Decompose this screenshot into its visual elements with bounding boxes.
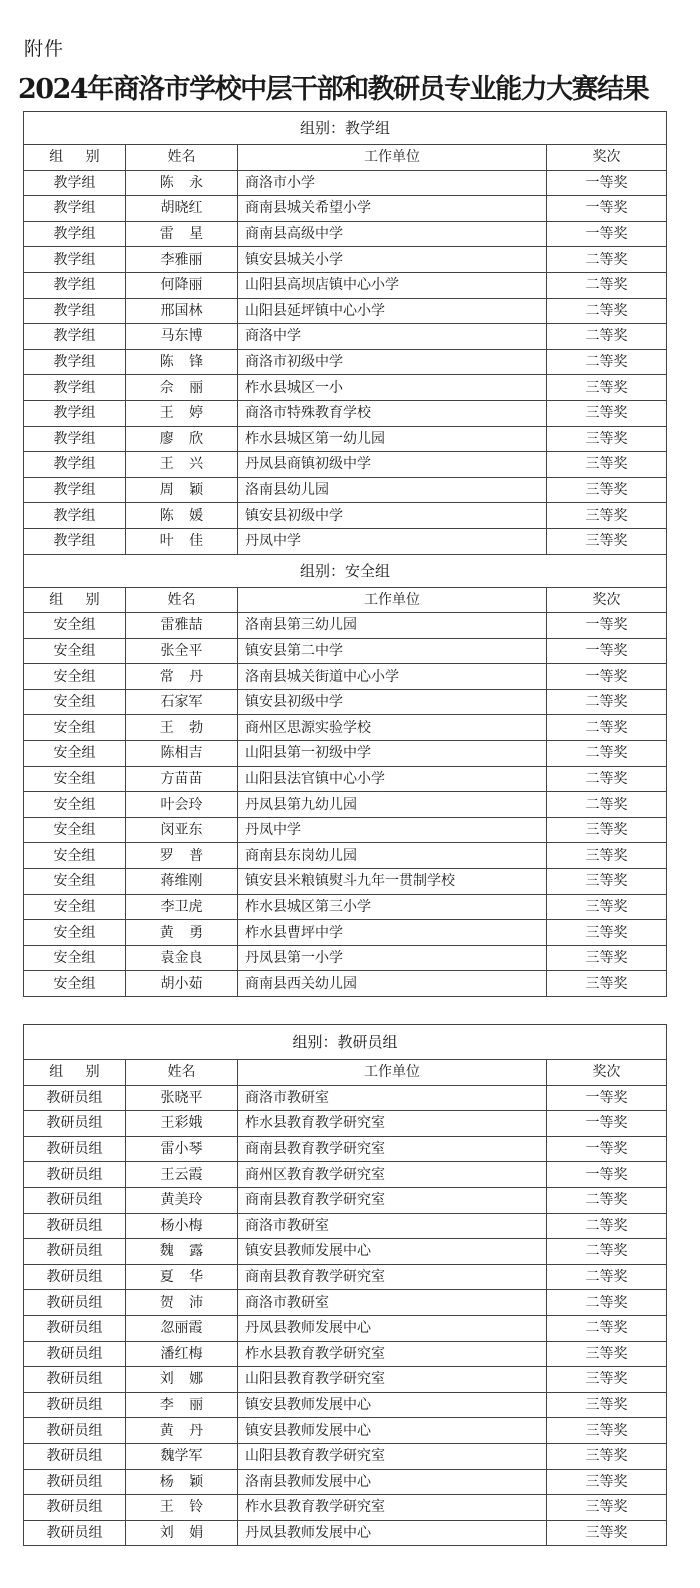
unit-cell: 丹凤中学 (238, 817, 547, 843)
table-row (24, 1443, 667, 1469)
name-cell: 魏学军 (126, 1443, 238, 1469)
award-cell: 三等奖 (547, 1469, 667, 1495)
table-header-row (24, 587, 667, 613)
table-row (24, 1495, 667, 1521)
header-group: 组别 (24, 587, 126, 613)
name-cell: 石家军 (126, 689, 238, 715)
name-cell: 张晓平 (126, 1085, 238, 1111)
header-name: 姓名 (126, 587, 238, 613)
unit-cell: 丹凤县第一小学 (238, 945, 547, 971)
table-row (24, 375, 667, 401)
award-cell: 一等奖 (547, 1162, 667, 1188)
unit-cell: 柞水县教育教学研究室 (238, 1495, 547, 1521)
page-title: 2024年商洛市学校中层干部和教研员专业能力大赛结果 (18, 74, 649, 105)
group-cell: 安全组 (24, 971, 126, 997)
results-table-2 (23, 1024, 667, 1546)
award-cell: 三等奖 (547, 1367, 667, 1393)
name-cell: 陈媛 (126, 503, 238, 529)
award-cell: 二等奖 (547, 349, 667, 375)
name-cell: 周颖 (126, 477, 238, 503)
unit-cell: 丹凤县教师发展中心 (238, 1315, 547, 1341)
award-cell: 三等奖 (547, 1341, 667, 1367)
name-cell: 王勃 (126, 715, 238, 741)
group-cell: 安全组 (24, 766, 126, 792)
name-cell: 雷星 (126, 221, 238, 247)
award-cell: 三等奖 (547, 477, 667, 503)
name-cell: 常丹 (126, 664, 238, 690)
header-name: 姓名 (126, 1060, 238, 1086)
unit-cell: 柞水县城区第三小学 (238, 894, 547, 920)
unit-cell: 商南县西关幼儿园 (238, 971, 547, 997)
group-cell: 安全组 (24, 894, 126, 920)
header-unit: 工作单位 (238, 1060, 547, 1086)
award-cell: 三等奖 (547, 1418, 667, 1444)
group-cell: 安全组 (24, 817, 126, 843)
group-cell: 安全组 (24, 843, 126, 869)
table-row (24, 1239, 667, 1265)
header-award: 奖次 (547, 1060, 667, 1086)
unit-cell: 柞水县城区第一幼儿园 (238, 426, 547, 452)
group-cell: 教学组 (24, 400, 126, 426)
group-title: 组别：教学组 (24, 112, 667, 145)
group-cell: 教研员组 (24, 1392, 126, 1418)
group-cell: 教学组 (24, 324, 126, 350)
unit-cell: 商州区思源实验学校 (238, 715, 547, 741)
award-cell: 二等奖 (547, 715, 667, 741)
name-cell: 李丽 (126, 1392, 238, 1418)
group-cell: 教研员组 (24, 1520, 126, 1546)
name-cell: 忽丽霞 (126, 1315, 238, 1341)
unit-cell: 商洛市特殊教育学校 (238, 400, 547, 426)
group-cell: 教学组 (24, 477, 126, 503)
table-row (24, 638, 667, 664)
award-cell: 二等奖 (547, 298, 667, 324)
unit-cell: 商南县教育教学研究室 (238, 1136, 547, 1162)
header-name: 姓名 (126, 145, 238, 171)
table-row (24, 247, 667, 273)
table-row (24, 1187, 667, 1213)
group-cell: 教研员组 (24, 1136, 126, 1162)
group-title: 组别：教研员组 (24, 1025, 667, 1060)
unit-cell: 柞水县教育教学研究室 (238, 1111, 547, 1137)
unit-cell: 商南县教育教学研究室 (238, 1187, 547, 1213)
group-cell: 教研员组 (24, 1495, 126, 1521)
award-cell: 二等奖 (547, 247, 667, 273)
name-cell: 杨颖 (126, 1469, 238, 1495)
group-cell: 安全组 (24, 792, 126, 818)
unit-cell: 商洛市教研室 (238, 1213, 547, 1239)
group-cell: 教研员组 (24, 1085, 126, 1111)
group-title-row (24, 554, 667, 587)
name-cell: 雷小琴 (126, 1136, 238, 1162)
table-row (24, 477, 667, 503)
group-cell: 教学组 (24, 349, 126, 375)
unit-cell: 山阳县第一初级中学 (238, 741, 547, 767)
group-cell: 教学组 (24, 426, 126, 452)
attachment-label: 附件 (24, 38, 65, 60)
name-cell: 蒋维刚 (126, 869, 238, 895)
unit-cell: 丹凤中学 (238, 528, 547, 554)
group-title-row (24, 1025, 667, 1060)
unit-cell: 山阳县法官镇中心小学 (238, 766, 547, 792)
award-cell: 三等奖 (547, 1495, 667, 1521)
group-title-row (24, 112, 667, 145)
award-cell: 二等奖 (547, 324, 667, 350)
group-cell: 教学组 (24, 375, 126, 401)
name-cell: 王兴 (126, 452, 238, 478)
group-cell: 教学组 (24, 196, 126, 222)
award-cell: 一等奖 (547, 664, 667, 690)
group-cell: 教研员组 (24, 1213, 126, 1239)
name-cell: 黄丹 (126, 1418, 238, 1444)
award-cell: 一等奖 (547, 1111, 667, 1137)
unit-cell: 柞水县教育教学研究室 (238, 1341, 547, 1367)
table-row (24, 503, 667, 529)
group-cell: 教学组 (24, 503, 126, 529)
name-cell: 雷雅喆 (126, 613, 238, 639)
table-row (24, 324, 667, 350)
name-cell: 张全平 (126, 638, 238, 664)
table-row (24, 349, 667, 375)
table-row (24, 1520, 667, 1546)
table-row (24, 971, 667, 997)
award-cell: 三等奖 (547, 843, 667, 869)
group-cell: 教研员组 (24, 1111, 126, 1137)
award-cell: 三等奖 (547, 817, 667, 843)
table-row (24, 528, 667, 554)
name-cell: 李雅丽 (126, 247, 238, 273)
name-cell: 胡小茹 (126, 971, 238, 997)
name-cell: 邢国林 (126, 298, 238, 324)
unit-cell: 山阳县教育教学研究室 (238, 1367, 547, 1393)
header-award: 奖次 (547, 587, 667, 613)
group-cell: 教学组 (24, 272, 126, 298)
unit-cell: 柞水县曹坪中学 (238, 920, 547, 946)
group-cell: 教学组 (24, 298, 126, 324)
award-cell: 二等奖 (547, 792, 667, 818)
unit-cell: 商南县城关希望小学 (238, 196, 547, 222)
award-cell: 三等奖 (547, 971, 667, 997)
unit-cell: 商洛市初级中学 (238, 349, 547, 375)
table-row (24, 1264, 667, 1290)
table-header-row (24, 1060, 667, 1086)
name-cell: 罗普 (126, 843, 238, 869)
group-cell: 教研员组 (24, 1264, 126, 1290)
group-cell: 教研员组 (24, 1187, 126, 1213)
name-cell: 黄勇 (126, 920, 238, 946)
table-row (24, 894, 667, 920)
unit-cell: 镇安县教师发展中心 (238, 1418, 547, 1444)
award-cell: 三等奖 (547, 1392, 667, 1418)
award-cell: 一等奖 (547, 170, 667, 196)
name-cell: 陈相吉 (126, 741, 238, 767)
table-row (24, 1367, 667, 1393)
award-cell: 三等奖 (547, 503, 667, 529)
group-cell: 安全组 (24, 715, 126, 741)
award-cell: 三等奖 (547, 400, 667, 426)
unit-cell: 山阳县延坪镇中心小学 (238, 298, 547, 324)
unit-cell: 山阳县教育教学研究室 (238, 1443, 547, 1469)
group-cell: 教研员组 (24, 1290, 126, 1316)
table-row (24, 792, 667, 818)
name-cell: 刘娟 (126, 1520, 238, 1546)
group-cell: 教学组 (24, 170, 126, 196)
name-cell: 贺沛 (126, 1290, 238, 1316)
table-row (24, 766, 667, 792)
unit-cell: 山阳县高坝店镇中心小学 (238, 272, 547, 298)
unit-cell: 商南县高级中学 (238, 221, 547, 247)
table-row (24, 272, 667, 298)
award-cell: 三等奖 (547, 426, 667, 452)
unit-cell: 商洛市小学 (238, 170, 547, 196)
name-cell: 廖欣 (126, 426, 238, 452)
table-row (24, 817, 667, 843)
table-row (24, 920, 667, 946)
award-cell: 二等奖 (547, 1264, 667, 1290)
table-row (24, 741, 667, 767)
unit-cell: 丹凤县教师发展中心 (238, 1520, 547, 1546)
unit-cell: 镇安县初级中学 (238, 503, 547, 529)
group-cell: 安全组 (24, 664, 126, 690)
group-cell: 安全组 (24, 920, 126, 946)
award-cell: 三等奖 (547, 1443, 667, 1469)
group-cell: 安全组 (24, 741, 126, 767)
award-cell: 二等奖 (547, 689, 667, 715)
unit-cell: 商洛市教研室 (238, 1085, 547, 1111)
group-cell: 安全组 (24, 613, 126, 639)
group-cell: 教学组 (24, 528, 126, 554)
table-row (24, 1315, 667, 1341)
group-cell: 安全组 (24, 945, 126, 971)
table-row (24, 1418, 667, 1444)
name-cell: 黄美玲 (126, 1187, 238, 1213)
table-header-row (24, 145, 667, 171)
table-row (24, 1341, 667, 1367)
group-cell: 安全组 (24, 638, 126, 664)
table-row (24, 1162, 667, 1188)
header-group: 组别 (24, 145, 126, 171)
name-cell: 王彩娥 (126, 1111, 238, 1137)
unit-cell: 镇安县第二中学 (238, 638, 547, 664)
group-cell: 教研员组 (24, 1418, 126, 1444)
award-cell: 二等奖 (547, 1290, 667, 1316)
group-cell: 教研员组 (24, 1469, 126, 1495)
name-cell: 王铃 (126, 1495, 238, 1521)
table-row (24, 196, 667, 222)
group-cell: 安全组 (24, 689, 126, 715)
header-unit: 工作单位 (238, 145, 547, 171)
table-row (24, 1111, 667, 1137)
award-cell: 三等奖 (547, 920, 667, 946)
unit-cell: 镇安县教师发展中心 (238, 1239, 547, 1265)
award-cell: 二等奖 (547, 1315, 667, 1341)
name-cell: 叶会玲 (126, 792, 238, 818)
award-cell: 二等奖 (547, 1187, 667, 1213)
unit-cell: 丹凤县商镇初级中学 (238, 452, 547, 478)
table-row (24, 1213, 667, 1239)
award-cell: 三等奖 (547, 452, 667, 478)
unit-cell: 柞水县城区一小 (238, 375, 547, 401)
award-cell: 二等奖 (547, 1213, 667, 1239)
table-row (24, 426, 667, 452)
award-cell: 三等奖 (547, 869, 667, 895)
name-cell: 袁金良 (126, 945, 238, 971)
award-cell: 三等奖 (547, 894, 667, 920)
table-row (24, 1136, 667, 1162)
name-cell: 闵亚东 (126, 817, 238, 843)
table-row (24, 1392, 667, 1418)
unit-cell: 洛南县第三幼儿园 (238, 613, 547, 639)
group-cell: 教研员组 (24, 1239, 126, 1265)
group-cell: 教研员组 (24, 1162, 126, 1188)
award-cell: 二等奖 (547, 1239, 667, 1265)
table-row (24, 613, 667, 639)
table-row (24, 1469, 667, 1495)
group-cell: 教研员组 (24, 1443, 126, 1469)
name-cell: 刘娜 (126, 1367, 238, 1393)
unit-cell: 丹凤县第九幼儿园 (238, 792, 547, 818)
award-cell: 二等奖 (547, 741, 667, 767)
award-cell: 三等奖 (547, 528, 667, 554)
unit-cell: 商洛中学 (238, 324, 547, 350)
name-cell: 王婷 (126, 400, 238, 426)
award-cell: 一等奖 (547, 221, 667, 247)
group-cell: 安全组 (24, 869, 126, 895)
award-cell: 二等奖 (547, 272, 667, 298)
table-row (24, 1290, 667, 1316)
table-row (24, 452, 667, 478)
table-row (24, 221, 667, 247)
group-cell: 教学组 (24, 452, 126, 478)
name-cell: 夏华 (126, 1264, 238, 1290)
unit-cell: 镇安县教师发展中心 (238, 1392, 547, 1418)
table-row (24, 715, 667, 741)
award-cell: 一等奖 (547, 1085, 667, 1111)
name-cell: 陈永 (126, 170, 238, 196)
award-cell: 三等奖 (547, 945, 667, 971)
results-table-1 (23, 111, 667, 997)
unit-cell: 镇安县城关小学 (238, 247, 547, 273)
unit-cell: 洛南县幼儿园 (238, 477, 547, 503)
name-cell: 叶佳 (126, 528, 238, 554)
unit-cell: 商洛市教研室 (238, 1290, 547, 1316)
name-cell: 方苗苗 (126, 766, 238, 792)
table-row (24, 1085, 667, 1111)
award-cell: 一等奖 (547, 638, 667, 664)
name-cell: 潘红梅 (126, 1341, 238, 1367)
award-cell: 一等奖 (547, 1136, 667, 1162)
unit-cell: 洛南县教师发展中心 (238, 1469, 547, 1495)
unit-cell: 洛南县城关街道中心小学 (238, 664, 547, 690)
table-row (24, 664, 667, 690)
name-cell: 王云霞 (126, 1162, 238, 1188)
table-row (24, 400, 667, 426)
name-cell: 佘丽 (126, 375, 238, 401)
group-cell: 教学组 (24, 247, 126, 273)
name-cell: 陈锋 (126, 349, 238, 375)
header-group: 组别 (24, 1060, 126, 1086)
award-cell: 三等奖 (547, 1520, 667, 1546)
name-cell: 魏露 (126, 1239, 238, 1265)
table-row (24, 170, 667, 196)
name-cell: 马东博 (126, 324, 238, 350)
table-row (24, 945, 667, 971)
unit-cell: 商南县东岗幼儿园 (238, 843, 547, 869)
unit-cell: 镇安县米粮镇熨斗九年一贯制学校 (238, 869, 547, 895)
unit-cell: 商南县教育教学研究室 (238, 1264, 547, 1290)
name-cell: 何降丽 (126, 272, 238, 298)
header-award: 奖次 (547, 145, 667, 171)
unit-cell: 商州区教育教学研究室 (238, 1162, 547, 1188)
group-cell: 教学组 (24, 221, 126, 247)
name-cell: 胡晓红 (126, 196, 238, 222)
group-cell: 教研员组 (24, 1315, 126, 1341)
name-cell: 杨小梅 (126, 1213, 238, 1239)
group-cell: 教研员组 (24, 1367, 126, 1393)
table-row (24, 843, 667, 869)
award-cell: 二等奖 (547, 766, 667, 792)
award-cell: 三等奖 (547, 375, 667, 401)
header-unit: 工作单位 (238, 587, 547, 613)
name-cell: 李卫虎 (126, 894, 238, 920)
award-cell: 一等奖 (547, 613, 667, 639)
award-cell: 一等奖 (547, 196, 667, 222)
table-row (24, 689, 667, 715)
group-cell: 教研员组 (24, 1341, 126, 1367)
table-row (24, 298, 667, 324)
unit-cell: 镇安县初级中学 (238, 689, 547, 715)
group-title: 组别：安全组 (24, 554, 667, 587)
table-row (24, 869, 667, 895)
